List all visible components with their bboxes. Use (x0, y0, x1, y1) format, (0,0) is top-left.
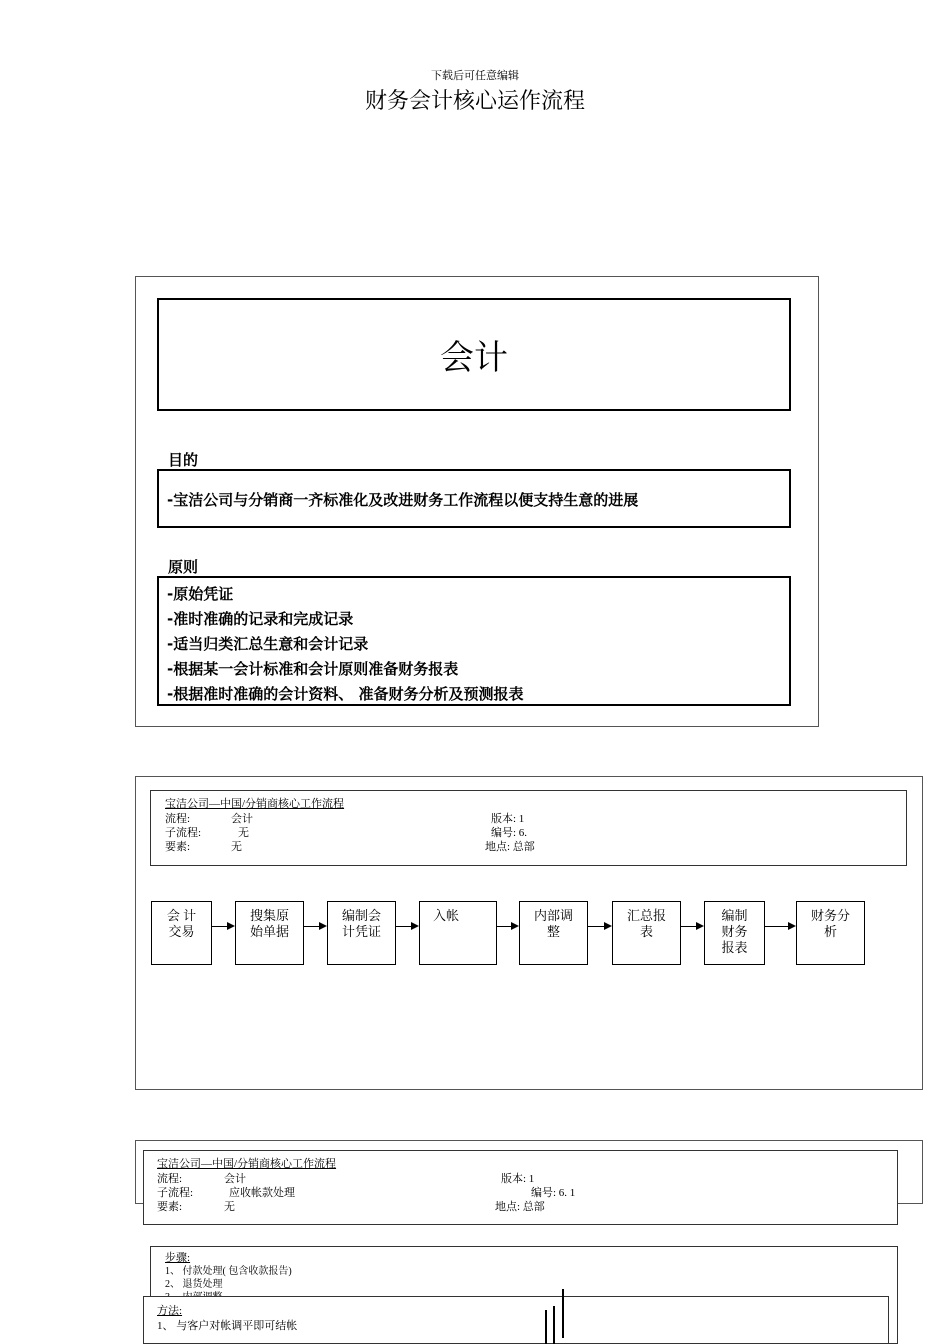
method-item: 1、 与客户对帐调平即可结帐 (157, 1320, 298, 1332)
flow-step-text: 会 计 (166, 908, 197, 923)
subprocess-value: 无 (238, 827, 249, 839)
flow-step-text: 报表 (721, 940, 748, 955)
step-item: 1、 付款处理( 包含收款报告) (165, 1266, 292, 1277)
flow-step-text: 内部调 (533, 908, 573, 923)
number-text: 编号: 6. 1 (531, 1187, 576, 1199)
elements-value: 无 (224, 1201, 235, 1213)
vertical-rule (553, 1306, 555, 1344)
flow-step-text: 始单据 (249, 924, 289, 939)
principle-item: -原始凭证 (167, 585, 234, 603)
vertical-rule (545, 1310, 547, 1344)
company-process-title: 宝洁公司—中国/分销商核心工作流程 (157, 1158, 337, 1170)
principles-label: 原则 (168, 558, 199, 576)
slide-title-box (157, 298, 791, 411)
location-text: 地点: 总部 (495, 1201, 545, 1213)
flow-step-text: 财务分 (810, 908, 850, 923)
process-value: 会计 (231, 813, 253, 825)
flow-step-text: 入帐 (433, 908, 460, 923)
method-box (143, 1296, 889, 1344)
vertical-rule (562, 1289, 564, 1338)
process-label: 流程: (165, 813, 191, 825)
flow-step-text: 析 (823, 924, 837, 939)
flow-arrow-line (765, 926, 788, 927)
version-text: 版本: 1 (501, 1173, 535, 1185)
subprocess-value: 应收帐款处理 (229, 1187, 295, 1199)
steps-title: 步骤: (165, 1252, 191, 1264)
principle-item: -根据某一会计标准和会计原则准备财务报表 (167, 660, 459, 678)
subprocess-label: 子流程: (157, 1187, 194, 1199)
process-info-box-receivables (143, 1150, 898, 1225)
purpose-label: 目的 (168, 451, 199, 469)
flow-arrow-line (497, 926, 511, 927)
flow-arrow-icon (227, 922, 235, 930)
flow-arrow-icon (788, 922, 796, 930)
flow-arrow-line (681, 926, 696, 927)
flow-arrow-icon (411, 922, 419, 930)
elements-label: 要素: (157, 1201, 183, 1213)
flow-arrow-line (304, 926, 319, 927)
number-text: 编号: 6. (491, 827, 528, 839)
version-text: 版本: 1 (491, 813, 525, 825)
flow-step-text: 计凭证 (341, 924, 381, 939)
flow-arrow-icon (511, 922, 519, 930)
flow-step-text: 编制会 (341, 908, 381, 923)
principles-box (157, 576, 791, 706)
flow-step-accounting-transaction (151, 901, 212, 965)
flow-arrow-icon (319, 922, 327, 930)
principle-item: -根据准时准确的会计资料、 准备财务分析及预测报表 (167, 685, 524, 703)
document-title: 财务会计核心运作流程 (364, 89, 585, 114)
company-process-title: 宝洁公司—中国/分销商核心工作流程 (165, 798, 345, 810)
principle-item: -准时准确的记录和完成记录 (167, 610, 354, 628)
flow-step-financial-analysis (796, 901, 865, 965)
process-info-box (150, 790, 907, 866)
flow-step-text: 汇总报 (626, 908, 666, 923)
purpose-box (157, 469, 791, 528)
flow-step-text: 编制 (721, 908, 748, 923)
process-label: 流程: (157, 1173, 183, 1185)
flow-arrow-icon (604, 922, 612, 930)
slide-title: 会计 (440, 338, 508, 378)
process-value: 会计 (224, 1173, 246, 1185)
method-title: 方法: (157, 1305, 183, 1317)
flow-step-prepare-vouchers (327, 901, 396, 965)
flow-arrow-line (588, 926, 604, 927)
flow-step-text: 整 (546, 924, 560, 939)
flow-step-text: 搜集原 (249, 908, 289, 923)
elements-label: 要素: (165, 841, 191, 853)
step-item: 2、 退货处理 (165, 1279, 223, 1290)
flow-step-financial-statements (704, 901, 765, 965)
principle-item: -适当归类汇总生意和会计记录 (167, 635, 369, 653)
flow-step-posting (419, 901, 497, 965)
flow-step-text: 表 (639, 924, 653, 939)
location-text: 地点: 总部 (485, 841, 535, 853)
header-note: 下载后可任意编辑 (431, 70, 519, 82)
elements-value: 无 (231, 841, 242, 853)
flow-step-summary-report (612, 901, 681, 965)
flow-arrow-line (396, 926, 411, 927)
flow-step-text: 财务 (721, 924, 748, 939)
flow-arrow-line (212, 926, 227, 927)
flow-step-internal-adjustment (519, 901, 588, 965)
flow-step-collect-documents (235, 901, 304, 965)
flow-step-text: 交易 (168, 924, 195, 939)
flow-arrow-icon (696, 922, 704, 930)
purpose-text: -宝洁公司与分销商一齐标准化及改进财务工作流程以便支持生意的进展 (167, 491, 639, 509)
subprocess-label: 子流程: (165, 827, 202, 839)
